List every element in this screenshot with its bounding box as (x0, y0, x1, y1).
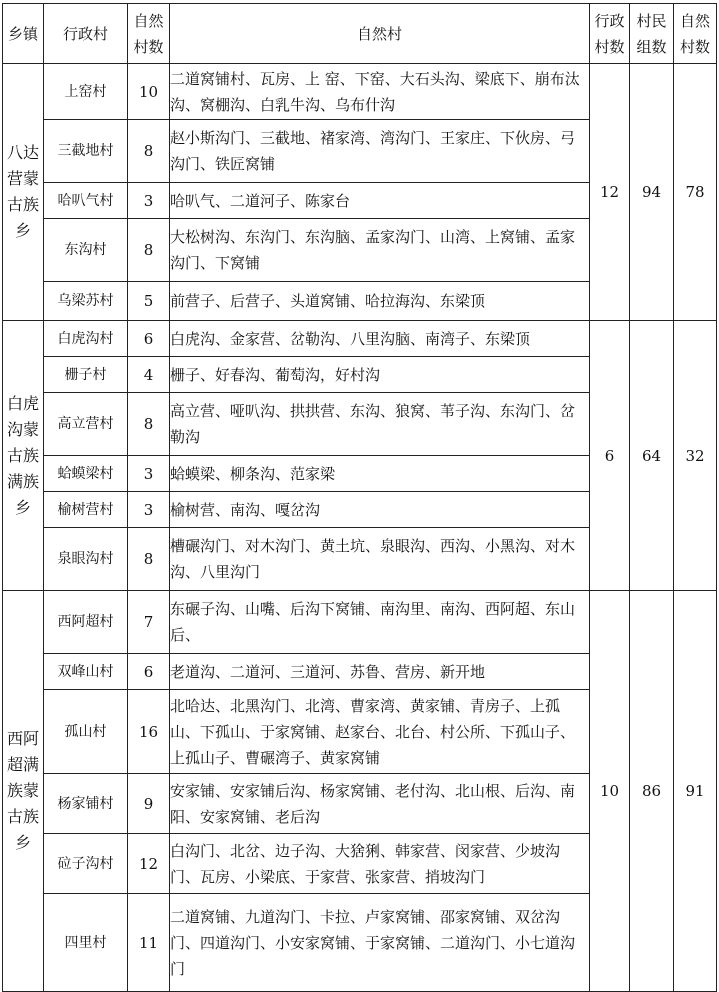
natural-count: 3 (128, 492, 170, 528)
table-row (3, 591, 717, 654)
natural-villages: 北哈达、北黑沟门、北湾、曹家湾、黄家铺、青房子、上孤山、下孤山、于家窝铺、赵家台、北台、村公所、下孤山子、上孤山子、曹碾湾子、黄家窝铺 (170, 690, 590, 774)
natural-villages: 槽碾沟门、对木沟门、黄土坑、泉眼沟、西沟、小黑沟、对木沟、八里沟门 (170, 528, 590, 591)
group-count: 86 (630, 591, 674, 992)
natural-count: 16 (128, 690, 170, 774)
admin-village-name: 白虎沟村 (44, 321, 128, 357)
header-natural-villages: 自然村 (170, 4, 590, 64)
natural-villages: 哈叭气、二道河子、陈家台 (170, 183, 590, 219)
admin-village-name: 高立营村 (44, 393, 128, 456)
natural-count: 4 (128, 357, 170, 393)
natural-villages: 蛤蟆梁、柳条沟、范家梁 (170, 456, 590, 492)
natural-count: 12 (128, 834, 170, 894)
natural-villages: 赵小斯沟门、三截地、褚家湾、湾沟门、王家庄、下伙房、弓沟门、铁匠窝铺 (170, 120, 590, 183)
natural-total: 91 (674, 591, 717, 992)
admin-village-name: 榆树营村 (44, 492, 128, 528)
natural-count: 6 (128, 321, 170, 357)
natural-count: 9 (128, 774, 170, 834)
table-row (3, 321, 717, 357)
header-row (3, 4, 717, 64)
natural-count: 5 (128, 282, 170, 321)
natural-count: 6 (128, 654, 170, 690)
natural-total: 32 (674, 321, 717, 591)
natural-count: 10 (128, 64, 170, 120)
admin-village-name: 杨家铺村 (44, 774, 128, 834)
natural-count: 3 (128, 183, 170, 219)
header-group-count: 村民组数 (630, 4, 674, 64)
natural-total: 78 (674, 64, 717, 321)
natural-villages: 二道窝铺村、瓦房、上 窑、下窑、大石头沟、梁底下、崩布汰沟、窝棚沟、白乳牛沟、乌布什沟 (170, 64, 590, 120)
admin-village-name: 上窑村 (44, 64, 128, 120)
natural-count: 3 (128, 456, 170, 492)
admin-village-name: 砬子沟村 (44, 834, 128, 894)
natural-villages: 东碾子沟、山嘴、后沟下窝铺、南沟里、南沟、西阿超、东山后、 (170, 591, 590, 654)
natural-count: 8 (128, 528, 170, 591)
township-name: 八达营蒙古族乡 (3, 64, 44, 321)
admin-count: 10 (590, 591, 630, 992)
natural-villages: 大松树沟、东沟门、东沟脑、孟家沟门、山湾、上窝铺、孟家沟门、下窝铺 (170, 219, 590, 282)
admin-village-name: 哈叭气村 (44, 183, 128, 219)
natural-villages: 二道窝铺、九道沟门、卡拉、卢家窝铺、邵家窝铺、双岔沟门、四道沟门、小安家窝铺、于家窝铺、二道沟门、小七道沟门 (170, 894, 590, 992)
admin-count: 6 (590, 321, 630, 591)
group-count: 64 (630, 321, 674, 591)
header-admin-count: 行政村数 (590, 4, 630, 64)
natural-count: 8 (128, 393, 170, 456)
admin-village-name: 东沟村 (44, 219, 128, 282)
natural-count: 11 (128, 894, 170, 992)
natural-villages: 白沟门、北岔、边子沟、大猞猁、韩家营、闵家营、少坡沟门、瓦房、小梁底、于家营、张家营、捎坡沟门 (170, 834, 590, 894)
header-natural-total: 自然村数 (674, 4, 717, 64)
admin-village-name: 泉眼沟村 (44, 528, 128, 591)
header-admin-village: 行政村 (44, 4, 128, 64)
header-town: 乡镇 (3, 4, 44, 64)
admin-village-name: 栅子村 (44, 357, 128, 393)
admin-village-name: 蛤蟆梁村 (44, 456, 128, 492)
natural-villages: 老道沟、二道河、三道河、苏鲁、营房、新开地 (170, 654, 590, 690)
township-name: 西阿超满族蒙古族乡 (3, 591, 44, 992)
natural-villages: 高立营、哑叭沟、拱拱营、东沟、狼窝、苇子沟、东沟门、岔勒沟 (170, 393, 590, 456)
villages-table (2, 3, 717, 992)
admin-village-name: 西阿超村 (44, 591, 128, 654)
admin-village-name: 双峰山村 (44, 654, 128, 690)
admin-count: 12 (590, 64, 630, 321)
natural-villages: 白虎沟、金家营、岔勒沟、八里沟脑、南湾子、东梁顶 (170, 321, 590, 357)
group-count: 94 (630, 64, 674, 321)
natural-villages: 栅子、好春沟、葡萄沟，好村沟 (170, 357, 590, 393)
header-natural-count: 自然村数 (128, 4, 170, 64)
natural-count: 7 (128, 591, 170, 654)
natural-villages: 榆树营、南沟、嘎岔沟 (170, 492, 590, 528)
admin-village-name: 三截地村 (44, 120, 128, 183)
admin-village-name: 四里村 (44, 894, 128, 992)
admin-village-name: 乌梁苏村 (44, 282, 128, 321)
natural-villages: 前营子、后营子、头道窝铺、哈拉海沟、东梁顶 (170, 282, 590, 321)
natural-villages: 安家铺、安家铺后沟、杨家窝铺、老付沟、北山根、后沟、南阳、安家窝铺、老后沟 (170, 774, 590, 834)
admin-village-name: 孤山村 (44, 690, 128, 774)
township-name: 白虎沟蒙古族满族乡 (3, 321, 44, 591)
natural-count: 8 (128, 120, 170, 183)
natural-count: 8 (128, 219, 170, 282)
table-row (3, 64, 717, 120)
